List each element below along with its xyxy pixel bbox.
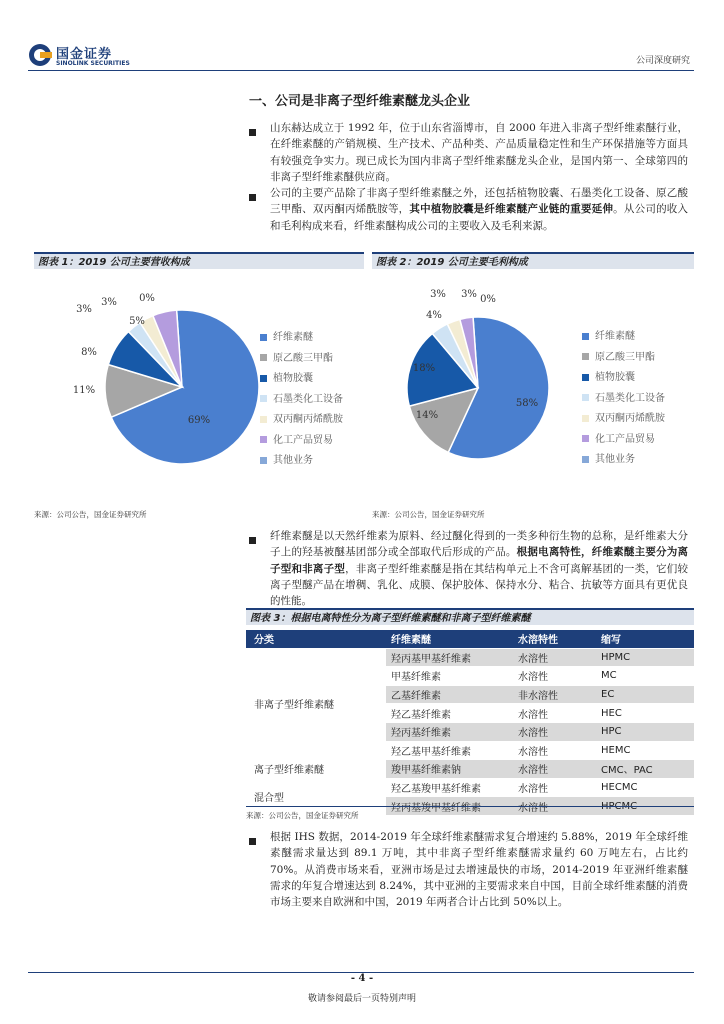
legend-swatch	[582, 415, 589, 422]
table-cell: HECMC	[596, 778, 694, 797]
pie-data-label: 0%	[480, 294, 496, 305]
legend-label: 石墨类化工设备	[595, 392, 665, 404]
legend-item	[260, 451, 313, 466]
pie-data-label: 69%	[187, 415, 211, 426]
legend-swatch	[582, 435, 589, 442]
table-cell: 水溶性	[513, 741, 596, 760]
table-cell: 羟乙基纤维素	[386, 704, 513, 723]
legend-swatch	[260, 457, 267, 464]
header-cellulose-ether: 纤维素醚	[386, 630, 513, 648]
legend-swatch	[582, 456, 589, 463]
paragraph-3	[270, 528, 688, 609]
legend-swatch	[260, 436, 267, 443]
legend-item	[260, 328, 313, 343]
table-cell: 羟丙基纤维素	[386, 722, 513, 741]
table-cell: 水溶性	[513, 648, 596, 667]
table-cell: 羧甲基纤维素钠	[386, 760, 513, 779]
paragraph-2-emphasis: 其中植物胶囊是纤维素醚产业链的重要延伸	[409, 203, 614, 216]
figure-2-legend	[372, 275, 694, 505]
pie-data-label: 4%	[426, 310, 442, 321]
header-water-solubility: 水溶特性	[513, 630, 596, 648]
bullet-icon	[249, 129, 256, 136]
legend-label: 石墨类化工设备	[273, 393, 343, 405]
pie-data-label: 3%	[430, 289, 446, 300]
table-cell: 水溶性	[513, 722, 596, 741]
legend-swatch	[260, 334, 267, 341]
table-cell: HPCMC	[596, 797, 694, 816]
legend-label: 其他业务	[273, 455, 313, 466]
legend-label: 化工产品贸易	[273, 434, 333, 446]
logo-en-text: SINOLINK SECURITIES	[56, 60, 130, 67]
logo-icon	[28, 43, 52, 67]
legend-swatch	[260, 416, 267, 423]
paragraph-3-emphasis: 根据电离特性，纤维素醚主要分为离子型和非离子型	[270, 546, 689, 575]
legend-item	[260, 410, 343, 425]
legend-label: 原乙酸三甲酯	[273, 352, 333, 364]
table-cell: 羟乙基羧甲基纤维素	[386, 778, 513, 797]
table-cell: 水溶性	[513, 704, 596, 723]
table-row	[246, 760, 694, 779]
table-cell: 乙基纤维素	[386, 685, 513, 704]
table-row	[246, 648, 694, 667]
page-number: - 4 -	[350, 973, 374, 984]
legend-label: 纤维素醚	[595, 331, 635, 342]
legend-label: 植物胶囊	[595, 372, 635, 383]
table-3-source: 来源：公司公告，国金证券研究所	[246, 811, 359, 820]
legend-item	[582, 450, 635, 465]
table-cell: HPMC	[596, 648, 694, 667]
figure-1-legend	[34, 275, 364, 505]
group-mixed: 混合型	[246, 778, 386, 815]
pie-data-label: 0%	[139, 293, 155, 304]
table-bottom-rule	[246, 806, 694, 807]
table-cell: HEC	[596, 704, 694, 723]
table-cell: 非水溶性	[513, 685, 596, 704]
pie-data-label: 3%	[101, 297, 117, 308]
table-cell: 羟丙基羧甲基纤维素	[386, 797, 513, 816]
legend-item	[582, 389, 665, 404]
table-cell: 水溶性	[513, 778, 596, 797]
legend-swatch	[582, 374, 589, 381]
table-cell: HPC	[596, 722, 694, 741]
table-cell: 羟乙基甲基纤维素	[386, 741, 513, 760]
legend-label: 双丙酮丙烯酰胺	[595, 413, 665, 424]
table-cell: 水溶性	[513, 667, 596, 686]
table-header-row	[246, 630, 694, 648]
section-title: 一、公司是非离子型纤维素醚龙头企业	[249, 94, 471, 109]
table-cell: 甲基纤维素	[386, 667, 513, 686]
pie-data-label: 8%	[81, 347, 97, 358]
table-cell: HEMC	[596, 741, 694, 760]
legend-item	[582, 348, 655, 363]
table-cell: 水溶性	[513, 797, 596, 816]
pie-data-label: 58%	[515, 398, 539, 409]
table-cell: MC	[596, 667, 694, 686]
bullet-icon	[249, 537, 256, 544]
paragraph-2	[270, 185, 688, 234]
legend-label: 纤维素醚	[273, 332, 313, 343]
legend-swatch	[582, 333, 589, 340]
legend-swatch	[260, 395, 267, 402]
table-cell: 羟丙基甲基纤维素	[386, 648, 513, 667]
figure-1-source: 来源：公司公告，国金证券研究所	[34, 510, 147, 519]
header-category: 分类	[246, 630, 386, 648]
legend-label: 其他业务	[595, 454, 635, 465]
legend-swatch	[260, 375, 267, 382]
legend-label: 双丙酮丙烯酰胺	[273, 414, 343, 425]
bullet-icon	[249, 194, 256, 201]
legend-item	[260, 349, 333, 364]
header-abbreviation: 缩写	[596, 630, 694, 648]
pie-data-label: 11%	[72, 385, 96, 396]
legend-swatch	[582, 353, 589, 360]
paragraph-4: 根据 IHS 数据，2014-2019 年全球纤维素醚需求复合增速约 5.88%，2019 年全球纤维素醚需求量达到 89.1 万吨，其中非离子型纤维素醚需求量约 60 万吨左右，占比约 70%。从消费市场来看，亚洲市场是过去增速最快的市场，2014-2019 年亚洲纤维素醚需求的年复合增速达到 8.24%，其中亚洲的主要需求来自中国，目前全球纤维素醚的消费市场主要来自欧洲和中国，2019 年两者合计占比到 50%以上。	[270, 831, 688, 909]
group-ionic: 离子型纤维素醚	[246, 760, 386, 779]
table-cell: 水溶性	[513, 760, 596, 779]
footer-note: 敬请参阅最后一页特别声明	[307, 994, 416, 1004]
legend-label: 原乙酸三甲酯	[595, 351, 655, 363]
pie-data-label: 3%	[461, 289, 477, 300]
pie-data-label: 14%	[415, 410, 439, 421]
legend-swatch	[260, 354, 267, 361]
paragraph-3-text: 纤维素醚是以天然纤维素为原料、经过醚化得到的一类多种衍生物的总称，是纤维素大分子上的羟基被醚基团部分或全部取代后形成的产品。	[270, 530, 688, 559]
paragraph-2-text-end: 。从公司的收入和毛利构成来看，纤维素醚构成公司的主要收入及毛利来源。	[270, 203, 689, 232]
pie-data-label: 18%	[412, 363, 436, 374]
header-divider	[28, 70, 694, 71]
legend-label: 化工产品贸易	[595, 433, 655, 445]
legend-item	[582, 409, 665, 424]
group-nonionic: 非离子型纤维素醚	[246, 648, 386, 760]
figure-1-title: 图表 1：2019 公司主要营收构成	[34, 252, 364, 269]
table-cell: EC	[596, 685, 694, 704]
paragraph-2-text: 公司的主要产品除了非离子型纤维素醚之外，还包括植物胶囊、石墨类化工设备、原乙酸三甲酯、双丙酮丙烯酰胺等，	[270, 187, 688, 216]
logo-cn-text: 国金证券	[56, 47, 113, 62]
paragraph-3-text-end: ，非离子型纤维素醚是指在其结构单元上不含可离解基团的一类，它们较离子型醚产品在增稠、乳化、成膜、保护胶体、保持水分、粘合、抗敏等方面具有更优良的性能。	[270, 562, 689, 608]
legend-item	[582, 430, 655, 445]
report-type: 公司深度研究	[635, 56, 690, 66]
legend-item	[582, 368, 635, 383]
table-row	[246, 778, 694, 797]
table-cell: CMC、PAC	[596, 760, 694, 779]
legend-item	[260, 369, 313, 384]
company-logo	[28, 41, 138, 71]
figure-2-title: 图表 2：2019 公司主要毛利构成	[372, 252, 694, 269]
legend-item	[260, 390, 343, 405]
legend-item	[260, 431, 333, 446]
legend-label: 植物胶囊	[273, 373, 313, 384]
legend-swatch	[582, 394, 589, 401]
bullet-icon	[249, 838, 256, 845]
paragraph-1: 山东赫达成立于 1992 年，位于山东省淄博市，自 2000 年进入非离子型纤维素醚行业，在纤维素醚的产销规模、生产技术、产品种类、产品质量稳定性和生产环保措施等方面具有较强竞争实力。现已成长为国内非离子型纤维素醚龙头企业，是国内第一、全球第四的非离子型纤维素醚供应商。	[270, 122, 688, 183]
table-3	[246, 630, 694, 816]
pie-data-label: 5%	[129, 316, 145, 327]
table-3-title: 图表 3：根据电离特性分为离子型纤维素醚和非离子型纤维素醚	[246, 608, 694, 625]
pie-data-label: 3%	[76, 304, 92, 315]
legend-item	[582, 327, 635, 342]
figure-2-source: 来源：公司公告，国金证券研究所	[372, 510, 485, 519]
